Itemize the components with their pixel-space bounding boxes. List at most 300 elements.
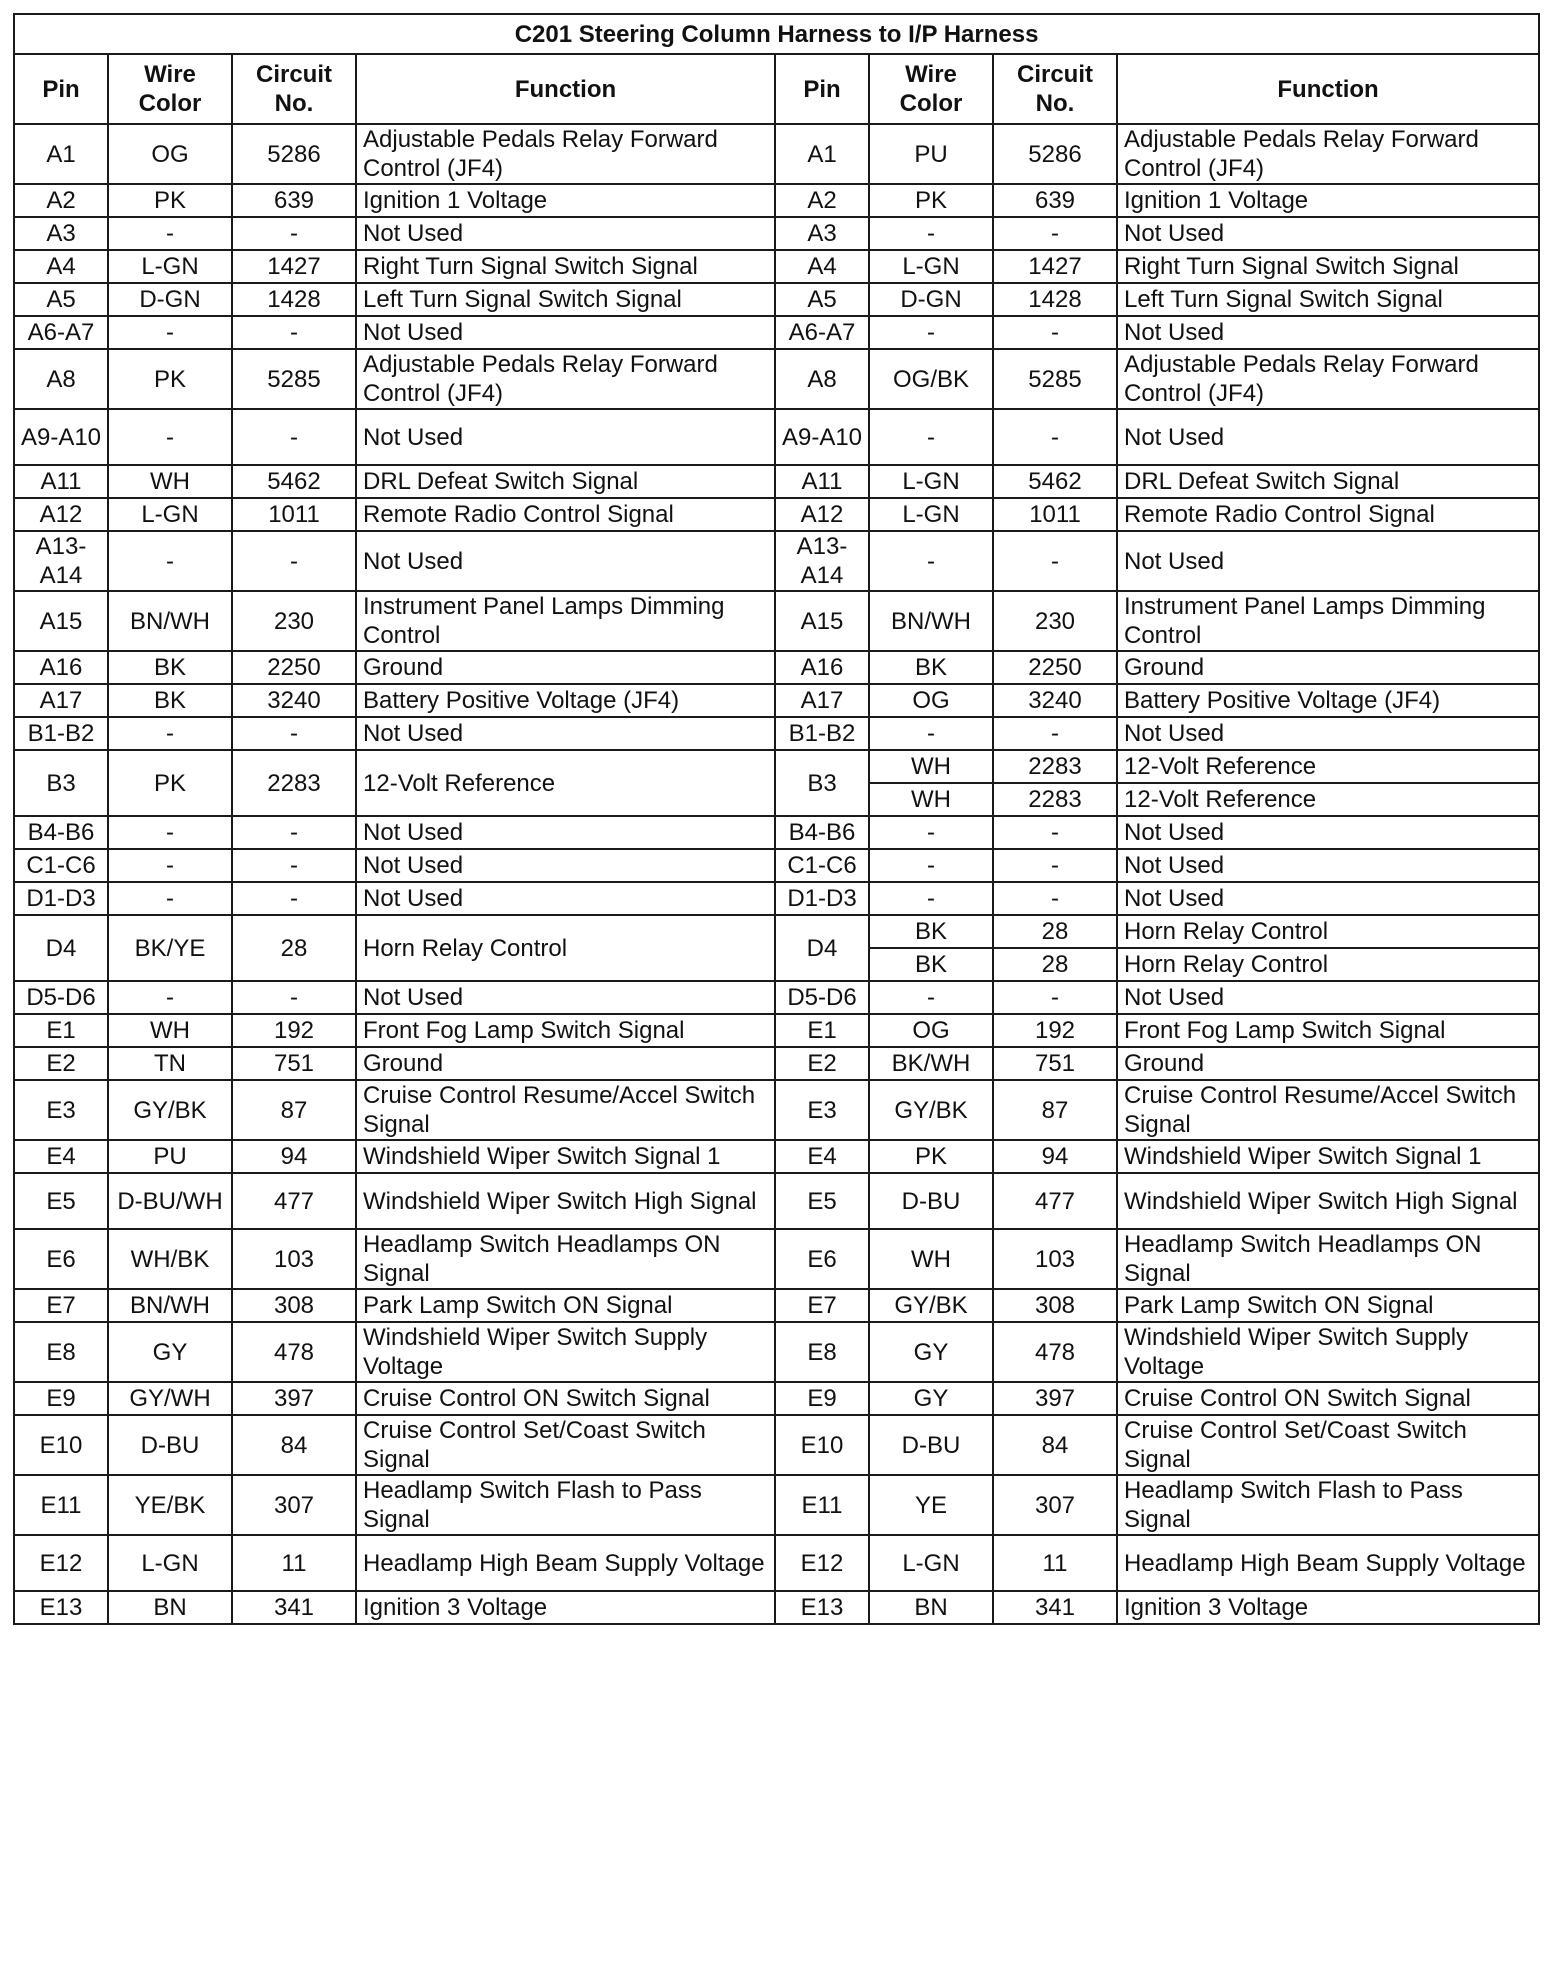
left-wire-color-cell: D-GN <box>108 283 232 316</box>
table-row <box>14 849 1539 882</box>
left-function-cell: Not Used <box>356 217 775 250</box>
left-pin-cell: A9-A10 <box>14 409 108 465</box>
right-function-cell: Park Lamp Switch ON Signal <box>1117 1289 1539 1322</box>
table-row <box>14 1229 1539 1289</box>
right-pin-cell: B4-B6 <box>775 816 869 849</box>
table-row <box>14 1322 1539 1382</box>
right-wire-color-cell: - <box>869 717 993 750</box>
left-pin-cell: A5 <box>14 283 108 316</box>
right-function-cell: Cruise Control Set/Coast Switch Signal <box>1117 1415 1539 1475</box>
right-wire-color-cell: OG/BK <box>869 349 993 409</box>
right-pin-cell: A1 <box>775 124 869 184</box>
left-wire-color-cell: D-BU <box>108 1415 232 1475</box>
right-function-cell: Not Used <box>1117 409 1539 465</box>
table-row <box>14 1475 1539 1535</box>
table-row <box>14 1140 1539 1173</box>
right-function-cell: Cruise Control Resume/Accel Switch Signal <box>1117 1080 1539 1140</box>
left-pin-cell: E6 <box>14 1229 108 1289</box>
right-circuit-no-cell: 751 <box>993 1047 1117 1080</box>
right-function-cell: Headlamp Switch Headlamps ON Signal <box>1117 1229 1539 1289</box>
right-function-cell: Ground <box>1117 651 1539 684</box>
right-pin-cell: E1 <box>775 1014 869 1047</box>
right-pin-cell: D1-D3 <box>775 882 869 915</box>
left-circuit-no-cell: 87 <box>232 1080 356 1140</box>
right-circuit-no-cell: 2283 <box>993 783 1117 816</box>
right-circuit-no-cell: 28 <box>993 915 1117 948</box>
right-circuit-no-cell: 230 <box>993 591 1117 651</box>
right-pin-cell: A3 <box>775 217 869 250</box>
right-wire-color-cell: GY/BK <box>869 1080 993 1140</box>
left-pin-cell: E8 <box>14 1322 108 1382</box>
left-circuit-no-cell: 751 <box>232 1047 356 1080</box>
left-wire-color-cell: - <box>108 531 232 591</box>
right-circuit-no-cell: 5462 <box>993 465 1117 498</box>
left-function-cell: Right Turn Signal Switch Signal <box>356 250 775 283</box>
right-function-cell: Not Used <box>1117 316 1539 349</box>
left-circuit-no-cell: - <box>232 217 356 250</box>
left-circuit-no-cell: 639 <box>232 184 356 217</box>
right-pin-cell: B3 <box>775 750 869 816</box>
right-pin-cell: A16 <box>775 651 869 684</box>
right-wire-color-cell: BN/WH <box>869 591 993 651</box>
table-row <box>14 465 1539 498</box>
left-wire-color-cell: - <box>108 882 232 915</box>
right-wire-color-cell: WH <box>869 1229 993 1289</box>
left-pin-cell: E12 <box>14 1535 108 1591</box>
right-function-cell: Remote Radio Control Signal <box>1117 498 1539 531</box>
left-pin-cell: B3 <box>14 750 108 816</box>
left-function-cell: Windshield Wiper Switch High Signal <box>356 1173 775 1229</box>
left-pin-cell: E3 <box>14 1080 108 1140</box>
right-wire-color-cell: D-BU <box>869 1415 993 1475</box>
right-function-cell: Adjustable Pedals Relay Forward Control (JF4) <box>1117 349 1539 409</box>
right-function-cell: Adjustable Pedals Relay Forward Control (JF4) <box>1117 124 1539 184</box>
left-pin-cell: D1-D3 <box>14 882 108 915</box>
right-circuit-no-cell: 5285 <box>993 349 1117 409</box>
right-circuit-no-cell: 1427 <box>993 250 1117 283</box>
table-row <box>14 915 1539 948</box>
left-pin-cell: A2 <box>14 184 108 217</box>
left-wire-color-cell: L-GN <box>108 1535 232 1591</box>
right-circuit-no-cell: 307 <box>993 1475 1117 1535</box>
right-circuit-no-cell: 308 <box>993 1289 1117 1322</box>
left-function-cell: Not Used <box>356 981 775 1014</box>
right-function-cell: Not Used <box>1117 849 1539 882</box>
left-pin-cell: B4-B6 <box>14 816 108 849</box>
left-function-cell: DRL Defeat Switch Signal <box>356 465 775 498</box>
right-circuit-no-cell: 341 <box>993 1591 1117 1624</box>
left-function-cell: Left Turn Signal Switch Signal <box>356 283 775 316</box>
left-wire-color-cell: PK <box>108 750 232 816</box>
header-wire-color: Wire Color <box>869 54 993 124</box>
right-pin-cell: E7 <box>775 1289 869 1322</box>
left-wire-color-cell: BN/WH <box>108 591 232 651</box>
right-wire-color-cell: BK <box>869 651 993 684</box>
right-circuit-no-cell: 87 <box>993 1080 1117 1140</box>
right-wire-color-cell: L-GN <box>869 465 993 498</box>
header-circuit-no: Circuit No. <box>232 54 356 124</box>
right-function-cell: Not Used <box>1117 981 1539 1014</box>
table-row <box>14 1415 1539 1475</box>
right-function-cell: Not Used <box>1117 882 1539 915</box>
right-circuit-no-cell: - <box>993 217 1117 250</box>
left-circuit-no-cell: 307 <box>232 1475 356 1535</box>
right-wire-color-cell: D-BU <box>869 1173 993 1229</box>
left-circuit-no-cell: - <box>232 531 356 591</box>
left-wire-color-cell: TN <box>108 1047 232 1080</box>
table-row <box>14 717 1539 750</box>
table-row <box>14 1080 1539 1140</box>
left-wire-color-cell: - <box>108 316 232 349</box>
right-pin-cell: A5 <box>775 283 869 316</box>
table-row <box>14 498 1539 531</box>
left-circuit-no-cell: 1427 <box>232 250 356 283</box>
left-circuit-no-cell: 11 <box>232 1535 356 1591</box>
left-function-cell: Cruise Control Set/Coast Switch Signal <box>356 1415 775 1475</box>
right-pin-cell: A11 <box>775 465 869 498</box>
right-wire-color-cell: PK <box>869 1140 993 1173</box>
right-circuit-no-cell: 3240 <box>993 684 1117 717</box>
right-pin-cell: A8 <box>775 349 869 409</box>
table-row <box>14 250 1539 283</box>
left-pin-cell: E4 <box>14 1140 108 1173</box>
left-pin-cell: E7 <box>14 1289 108 1322</box>
left-pin-cell: D5-D6 <box>14 981 108 1014</box>
right-function-cell: DRL Defeat Switch Signal <box>1117 465 1539 498</box>
left-function-cell: Not Used <box>356 816 775 849</box>
right-pin-cell: E12 <box>775 1535 869 1591</box>
right-pin-cell: E10 <box>775 1415 869 1475</box>
table-row <box>14 349 1539 409</box>
right-wire-color-cell: GY/BK <box>869 1289 993 1322</box>
left-function-cell: Not Used <box>356 849 775 882</box>
right-pin-cell: A12 <box>775 498 869 531</box>
left-wire-color-cell: GY <box>108 1322 232 1382</box>
right-pin-cell: E6 <box>775 1229 869 1289</box>
right-circuit-no-cell: 477 <box>993 1173 1117 1229</box>
right-wire-color-cell: YE <box>869 1475 993 1535</box>
left-function-cell: Ground <box>356 651 775 684</box>
left-pin-cell: E2 <box>14 1047 108 1080</box>
table-row <box>14 409 1539 465</box>
table-row <box>14 217 1539 250</box>
right-pin-cell: B1-B2 <box>775 717 869 750</box>
left-circuit-no-cell: - <box>232 409 356 465</box>
right-pin-cell: A15 <box>775 591 869 651</box>
right-pin-cell: A9-A10 <box>775 409 869 465</box>
table-row <box>14 1047 1539 1080</box>
left-function-cell: Windshield Wiper Switch Signal 1 <box>356 1140 775 1173</box>
right-circuit-no-cell: 478 <box>993 1322 1117 1382</box>
right-function-cell: Not Used <box>1117 217 1539 250</box>
right-function-cell: 12-Volt Reference <box>1117 750 1539 783</box>
right-function-cell: Ignition 1 Voltage <box>1117 184 1539 217</box>
right-function-cell: Windshield Wiper Switch High Signal <box>1117 1173 1539 1229</box>
header-function: Function <box>1117 54 1539 124</box>
header-pin: Pin <box>775 54 869 124</box>
left-function-cell: Front Fog Lamp Switch Signal <box>356 1014 775 1047</box>
left-pin-cell: E1 <box>14 1014 108 1047</box>
left-pin-cell: A3 <box>14 217 108 250</box>
left-pin-cell: B1-B2 <box>14 717 108 750</box>
table-row <box>14 591 1539 651</box>
table-row <box>14 750 1539 783</box>
left-function-cell: Headlamp Switch Flash to Pass Signal <box>356 1475 775 1535</box>
left-wire-color-cell: GY/BK <box>108 1080 232 1140</box>
left-pin-cell: E13 <box>14 1591 108 1624</box>
right-circuit-no-cell: 639 <box>993 184 1117 217</box>
left-circuit-no-cell: - <box>232 717 356 750</box>
left-function-cell: Cruise Control ON Switch Signal <box>356 1382 775 1415</box>
table-row <box>14 1289 1539 1322</box>
right-wire-color-cell: - <box>869 981 993 1014</box>
right-wire-color-cell: WH <box>869 783 993 816</box>
right-circuit-no-cell: - <box>993 316 1117 349</box>
left-pin-cell: E11 <box>14 1475 108 1535</box>
right-wire-color-cell: - <box>869 849 993 882</box>
left-circuit-no-cell: 2283 <box>232 750 356 816</box>
right-pin-cell: E8 <box>775 1322 869 1382</box>
left-circuit-no-cell: 28 <box>232 915 356 981</box>
right-wire-color-cell: - <box>869 217 993 250</box>
left-wire-color-cell: GY/WH <box>108 1382 232 1415</box>
right-function-cell: Not Used <box>1117 531 1539 591</box>
left-function-cell: Instrument Panel Lamps Dimming Control <box>356 591 775 651</box>
right-circuit-no-cell: 2283 <box>993 750 1117 783</box>
left-function-cell: Not Used <box>356 882 775 915</box>
left-circuit-no-cell: - <box>232 816 356 849</box>
right-wire-color-cell: PK <box>869 184 993 217</box>
left-circuit-no-cell: 2250 <box>232 651 356 684</box>
right-wire-color-cell: GY <box>869 1382 993 1415</box>
left-pin-cell: C1-C6 <box>14 849 108 882</box>
right-pin-cell: E5 <box>775 1173 869 1229</box>
left-wire-color-cell: OG <box>108 124 232 184</box>
left-wire-color-cell: - <box>108 409 232 465</box>
right-circuit-no-cell: 5286 <box>993 124 1117 184</box>
header-function: Function <box>356 54 775 124</box>
left-pin-cell: D4 <box>14 915 108 981</box>
left-function-cell: 12-Volt Reference <box>356 750 775 816</box>
right-wire-color-cell: BK/WH <box>869 1047 993 1080</box>
left-pin-cell: A11 <box>14 465 108 498</box>
table-title: C201 Steering Column Harness to I/P Harness <box>14 14 1539 54</box>
left-function-cell: Park Lamp Switch ON Signal <box>356 1289 775 1322</box>
right-function-cell: Ignition 3 Voltage <box>1117 1591 1539 1624</box>
left-pin-cell: E9 <box>14 1382 108 1415</box>
table-row <box>14 283 1539 316</box>
right-pin-cell: A13-A14 <box>775 531 869 591</box>
right-circuit-no-cell: - <box>993 816 1117 849</box>
right-wire-color-cell: OG <box>869 684 993 717</box>
right-circuit-no-cell: 11 <box>993 1535 1117 1591</box>
left-wire-color-cell: BK <box>108 651 232 684</box>
left-circuit-no-cell: 1428 <box>232 283 356 316</box>
right-wire-color-cell: - <box>869 316 993 349</box>
left-circuit-no-cell: 5285 <box>232 349 356 409</box>
right-function-cell: Headlamp Switch Flash to Pass Signal <box>1117 1475 1539 1535</box>
right-pin-cell: A6-A7 <box>775 316 869 349</box>
left-function-cell: Not Used <box>356 409 775 465</box>
right-pin-cell: A4 <box>775 250 869 283</box>
left-function-cell: Remote Radio Control Signal <box>356 498 775 531</box>
right-wire-color-cell: - <box>869 409 993 465</box>
connector-table <box>13 13 1540 1625</box>
left-circuit-no-cell: 103 <box>232 1229 356 1289</box>
table-row <box>14 184 1539 217</box>
right-circuit-no-cell: 28 <box>993 948 1117 981</box>
left-wire-color-cell: WH <box>108 465 232 498</box>
right-function-cell: Ground <box>1117 1047 1539 1080</box>
right-function-cell: Windshield Wiper Switch Supply Voltage <box>1117 1322 1539 1382</box>
header-pin: Pin <box>14 54 108 124</box>
left-circuit-no-cell: 308 <box>232 1289 356 1322</box>
right-pin-cell: A2 <box>775 184 869 217</box>
left-pin-cell: A16 <box>14 651 108 684</box>
right-circuit-no-cell: - <box>993 981 1117 1014</box>
right-wire-color-cell: - <box>869 531 993 591</box>
left-wire-color-cell: YE/BK <box>108 1475 232 1535</box>
table-row <box>14 531 1539 591</box>
left-circuit-no-cell: 3240 <box>232 684 356 717</box>
table-row <box>14 684 1539 717</box>
right-pin-cell: E2 <box>775 1047 869 1080</box>
right-pin-cell: E9 <box>775 1382 869 1415</box>
table-row <box>14 981 1539 1014</box>
left-wire-color-cell: WH <box>108 1014 232 1047</box>
left-pin-cell: A6-A7 <box>14 316 108 349</box>
right-function-cell: Not Used <box>1117 717 1539 750</box>
right-pin-cell: A17 <box>775 684 869 717</box>
right-wire-color-cell: OG <box>869 1014 993 1047</box>
table-row <box>14 1535 1539 1591</box>
right-circuit-no-cell: 1011 <box>993 498 1117 531</box>
left-function-cell: Horn Relay Control <box>356 915 775 981</box>
left-wire-color-cell: - <box>108 981 232 1014</box>
left-function-cell: Windshield Wiper Switch Supply Voltage <box>356 1322 775 1382</box>
table-row <box>14 882 1539 915</box>
right-pin-cell: E11 <box>775 1475 869 1535</box>
left-pin-cell: E10 <box>14 1415 108 1475</box>
right-function-cell: Not Used <box>1117 816 1539 849</box>
left-circuit-no-cell: 5462 <box>232 465 356 498</box>
right-function-cell: Left Turn Signal Switch Signal <box>1117 283 1539 316</box>
right-wire-color-cell: - <box>869 882 993 915</box>
left-pin-cell: A1 <box>14 124 108 184</box>
right-circuit-no-cell: - <box>993 409 1117 465</box>
right-circuit-no-cell: - <box>993 717 1117 750</box>
left-function-cell: Cruise Control Resume/Accel Switch Signal <box>356 1080 775 1140</box>
left-wire-color-cell: - <box>108 849 232 882</box>
right-circuit-no-cell: 2250 <box>993 651 1117 684</box>
left-circuit-no-cell: 341 <box>232 1591 356 1624</box>
right-wire-color-cell: D-GN <box>869 283 993 316</box>
right-function-cell: Battery Positive Voltage (JF4) <box>1117 684 1539 717</box>
left-function-cell: Ignition 3 Voltage <box>356 1591 775 1624</box>
left-function-cell: Adjustable Pedals Relay Forward Control (JF4) <box>356 349 775 409</box>
left-circuit-no-cell: 477 <box>232 1173 356 1229</box>
left-pin-cell: A13-A14 <box>14 531 108 591</box>
left-circuit-no-cell: 397 <box>232 1382 356 1415</box>
left-wire-color-cell: - <box>108 816 232 849</box>
table-row <box>14 816 1539 849</box>
left-wire-color-cell: BN <box>108 1591 232 1624</box>
left-function-cell: Ignition 1 Voltage <box>356 184 775 217</box>
left-pin-cell: A8 <box>14 349 108 409</box>
table-row <box>14 1173 1539 1229</box>
left-function-cell: Battery Positive Voltage (JF4) <box>356 684 775 717</box>
left-circuit-no-cell: 5286 <box>232 124 356 184</box>
left-circuit-no-cell: - <box>232 981 356 1014</box>
left-circuit-no-cell: 478 <box>232 1322 356 1382</box>
right-circuit-no-cell: 84 <box>993 1415 1117 1475</box>
left-pin-cell: A12 <box>14 498 108 531</box>
left-pin-cell: A17 <box>14 684 108 717</box>
right-function-cell: Instrument Panel Lamps Dimming Control <box>1117 591 1539 651</box>
right-circuit-no-cell: 103 <box>993 1229 1117 1289</box>
left-wire-color-cell: PU <box>108 1140 232 1173</box>
left-pin-cell: A4 <box>14 250 108 283</box>
left-wire-color-cell: PK <box>108 349 232 409</box>
left-wire-color-cell: BK/YE <box>108 915 232 981</box>
right-wire-color-cell: PU <box>869 124 993 184</box>
left-wire-color-cell: WH/BK <box>108 1229 232 1289</box>
right-function-cell: Front Fog Lamp Switch Signal <box>1117 1014 1539 1047</box>
right-wire-color-cell: L-GN <box>869 1535 993 1591</box>
right-function-cell: Right Turn Signal Switch Signal <box>1117 250 1539 283</box>
right-circuit-no-cell: 192 <box>993 1014 1117 1047</box>
right-function-cell: Horn Relay Control <box>1117 948 1539 981</box>
right-wire-color-cell: WH <box>869 750 993 783</box>
right-pin-cell: C1-C6 <box>775 849 869 882</box>
header-circuit-no: Circuit No. <box>993 54 1117 124</box>
left-wire-color-cell: L-GN <box>108 250 232 283</box>
table-row <box>14 316 1539 349</box>
right-function-cell: Headlamp High Beam Supply Voltage <box>1117 1535 1539 1591</box>
right-wire-color-cell: L-GN <box>869 498 993 531</box>
left-circuit-no-cell: 192 <box>232 1014 356 1047</box>
table-row <box>14 1591 1539 1624</box>
left-wire-color-cell: L-GN <box>108 498 232 531</box>
right-circuit-no-cell: 94 <box>993 1140 1117 1173</box>
left-wire-color-cell: D-BU/WH <box>108 1173 232 1229</box>
table-row <box>14 1014 1539 1047</box>
left-wire-color-cell: PK <box>108 184 232 217</box>
right-pin-cell: D4 <box>775 915 869 981</box>
right-pin-cell: E4 <box>775 1140 869 1173</box>
left-function-cell: Headlamp High Beam Supply Voltage <box>356 1535 775 1591</box>
right-circuit-no-cell: - <box>993 882 1117 915</box>
left-function-cell: Not Used <box>356 717 775 750</box>
left-wire-color-cell: - <box>108 717 232 750</box>
right-function-cell: 12-Volt Reference <box>1117 783 1539 816</box>
left-circuit-no-cell: - <box>232 316 356 349</box>
right-pin-cell: E3 <box>775 1080 869 1140</box>
left-circuit-no-cell: 84 <box>232 1415 356 1475</box>
left-pin-cell: E5 <box>14 1173 108 1229</box>
left-circuit-no-cell: 230 <box>232 591 356 651</box>
left-circuit-no-cell: 94 <box>232 1140 356 1173</box>
right-pin-cell: D5-D6 <box>775 981 869 1014</box>
left-circuit-no-cell: - <box>232 882 356 915</box>
header-wire-color: Wire Color <box>108 54 232 124</box>
right-circuit-no-cell: 397 <box>993 1382 1117 1415</box>
right-wire-color-cell: L-GN <box>869 250 993 283</box>
right-wire-color-cell: BN <box>869 1591 993 1624</box>
right-pin-cell: E13 <box>775 1591 869 1624</box>
right-wire-color-cell: GY <box>869 1322 993 1382</box>
left-function-cell: Adjustable Pedals Relay Forward Control (JF4) <box>356 124 775 184</box>
